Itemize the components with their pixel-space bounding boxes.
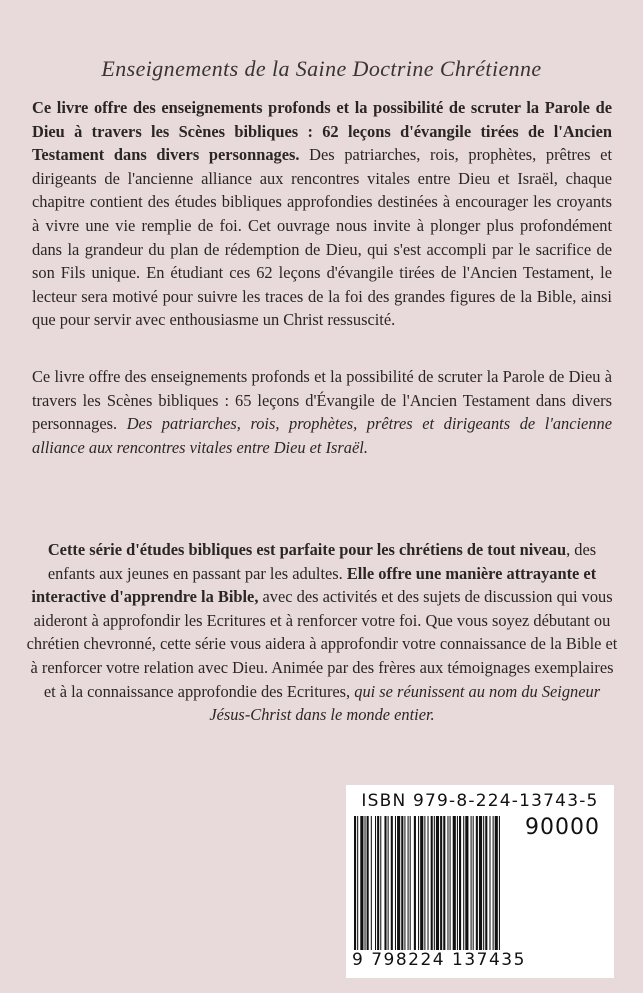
barcode-digits: 9 798224 137435: [352, 950, 526, 970]
barcode-bar: [463, 816, 464, 950]
barcode-bar: [428, 816, 429, 950]
price-code: 90000: [525, 815, 600, 840]
barcode-bar: [384, 816, 386, 950]
barcode-bar: [473, 816, 474, 950]
barcode-bar: [471, 816, 472, 950]
barcode-bar: [401, 816, 403, 950]
barcode-bar: [388, 816, 389, 950]
barcode-bar: [365, 816, 366, 950]
barcode-block: [346, 785, 614, 978]
barcode-bar: [360, 816, 363, 950]
paragraph-summary: [32, 365, 612, 459]
barcode-bar: [367, 816, 369, 950]
barcode-bar: [414, 816, 416, 950]
paragraph-series: [26, 538, 618, 727]
barcode-bar: [450, 816, 451, 950]
barcode-bar: [495, 816, 498, 950]
barcode-bar: [483, 816, 484, 950]
barcode-bar: [447, 816, 448, 950]
paragraph-summary-text: Ce livre offre des enseignements profonds et la possibilité de scruter la Parole de Dieu à travers les Scènes bibliques : 65 leçons d'Évangile de l'Ancien Testament dans divers personnages.: [32, 367, 612, 434]
barcode-bar: [408, 816, 409, 950]
barcode-bar: [431, 816, 433, 950]
barcode-bar: [465, 816, 468, 950]
barcode-bar: [440, 816, 442, 950]
barcode-bar: [395, 816, 396, 950]
barcode-bar: [404, 816, 405, 950]
paragraph-intro-text: Des patriarches, rois, prophètes, prêtres et dirigeants de l'ancienne alliance aux rencontres vitales entre Dieu et Israël, chaque chapitre contient des études bibliques approfondies destinées à encourager les croyants à vivre une vie remplie de foi. Cet ouvrage nous invite à plonger plus profondément dans la grandeur du plan de rédemption de Dieu, qui s'est accompli par le sacrifice de son Fils unique. En étudiant ces 62 leçons d'évangile tirées de l'Ancien Testament, le lecteur sera motivé pour suivre les traces de la foi des grandes figures de la Bible, ainsi que pour servir avec enthousiasme un Christ ressuscité.: [32, 145, 612, 330]
barcode-bar: [397, 816, 400, 950]
barcode-bar: [434, 816, 435, 950]
barcode-bar: [489, 816, 490, 950]
paragraph-series-bold-2: Elle offre une manière attrayante et interactive d'apprendre la Bible,: [31, 563, 597, 607]
barcode-bar: [424, 816, 425, 950]
barcode-bar: [391, 816, 393, 950]
barcode-bar: [476, 816, 478, 950]
barcode-bar: [420, 816, 423, 950]
barcode-bar: [354, 816, 356, 950]
paragraph-series-text-2: avec des activités et des sujets de discussion qui vous aideront à approfondir les Ecritures et à renforcer votre foi. Que vous soyez débutant ou chrétien chevronné, cette série vous aidera à approfondir votre connaissance de la Bible et à renforcer votre relation avec Dieu. Animée par des frères aux témoignages exemplaires et à la connaissance approfondie des Ecritures,: [26, 587, 618, 701]
barcode-bar: [499, 816, 500, 950]
barcode-bar: [493, 816, 494, 950]
barcode-bar: [410, 816, 411, 950]
paragraph-intro: [32, 96, 612, 332]
barcode-bar: [443, 816, 445, 950]
barcode-bar: [457, 816, 458, 950]
paragraph-summary-italic: Des patriarches, rois, prophètes, prêtres et dirigeants de l'ancienne alliance aux rencontres vitales entre Dieu et Israël.: [32, 414, 612, 457]
barcode-bar: [357, 816, 358, 950]
paragraph-series-italic: qui se réunissent au nom du Seigneur Jésus-Christ dans le monde entier.: [209, 681, 601, 725]
barcode-bar: [377, 816, 379, 950]
barcode-bar: [479, 816, 482, 950]
paragraph-series-text-1: , des enfants aux jeunes en passant par les adultes.: [47, 540, 597, 583]
barcode-bar: [485, 816, 487, 950]
barcode-bar: [436, 816, 439, 950]
barcode-bar: [380, 816, 381, 950]
paragraph-series-bold-1: Cette série d'études bibliques est parfaite pour les chrétiens de tout niveau: [47, 540, 567, 559]
isbn-label: ISBN 979-8-224-13743-5: [361, 791, 599, 811]
paragraph-intro-bold: Ce livre offre des enseignements profonds et la possibilité de scruter la Parole de Dieu à travers les Scènes bibliques : 62 leçons d'évangile tirées de l'Ancien Testament dans divers personnages.: [32, 98, 612, 165]
barcode-bar: [371, 816, 372, 950]
book-title: Enseignements de la Saine Doctrine Chrétienne: [101, 56, 542, 81]
barcode-bars: [352, 816, 542, 950]
barcode-bar: [459, 816, 461, 950]
barcode-bar: [453, 816, 456, 950]
barcode-bar: [418, 816, 419, 950]
barcode-bar: [375, 816, 376, 950]
